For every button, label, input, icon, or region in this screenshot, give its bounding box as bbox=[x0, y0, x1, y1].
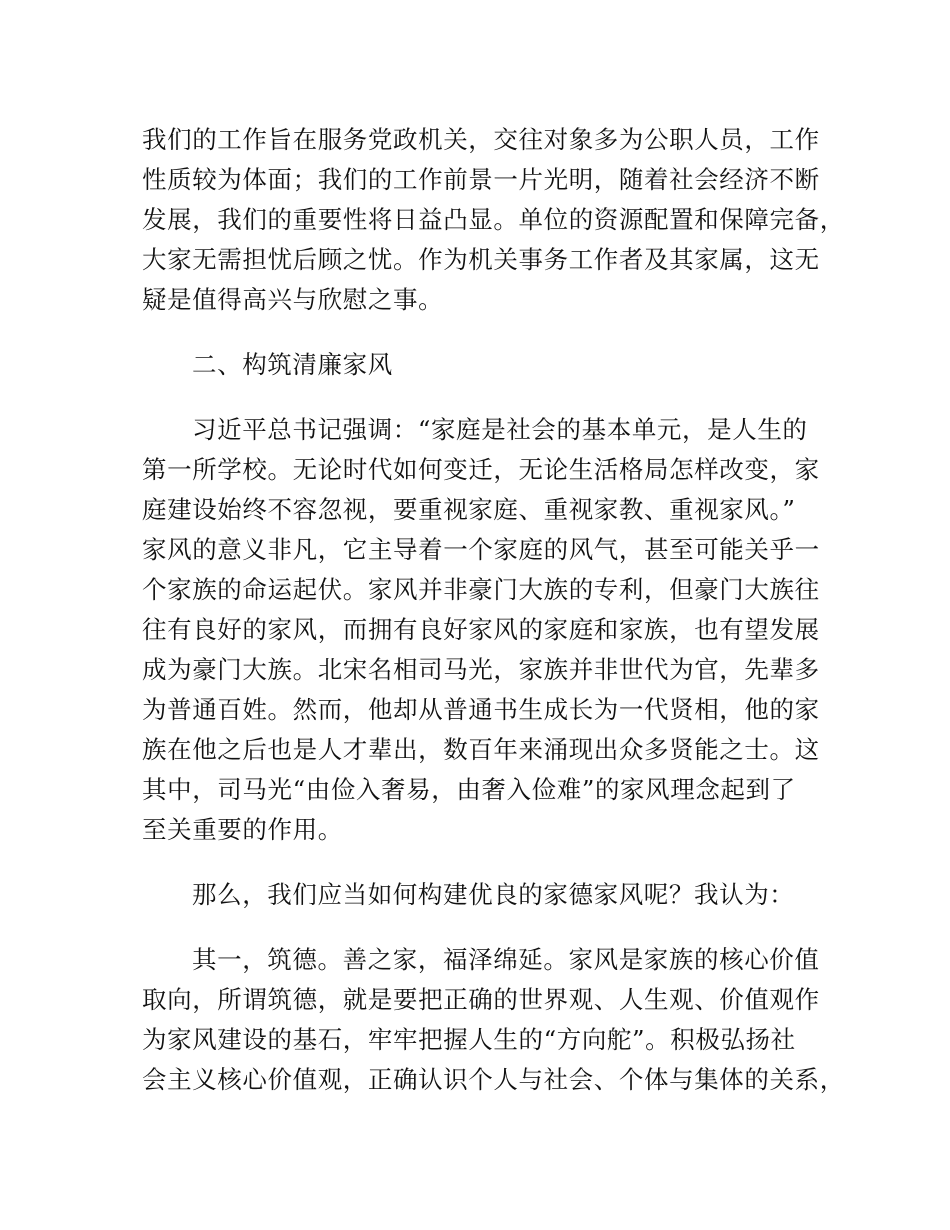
paragraph-line: 性质较为体面；我们的工作前景一片光明，随着社会经济不断 bbox=[142, 165, 820, 194]
paragraph-line: 疑是值得高兴与欣慰之事。 bbox=[142, 285, 444, 314]
paragraph-line: 发展，我们的重要性将日益凸显。单位的资源配置和保障完备， bbox=[142, 205, 845, 234]
paragraph-line: 习近平总书记强调：“家庭是社会的基本单元，是人生的 bbox=[192, 415, 808, 444]
paragraph-line: 取向，所谓筑德，就是要把正确的世界观、人生观、价值观作 bbox=[142, 985, 820, 1014]
paragraph-line: 个家族的命运起伏。家风并非豪门大族的专利，但豪门大族往 bbox=[142, 575, 820, 604]
paragraph-line: 成为豪门大族。北宋名相司马光，家族并非世代为官，先辈多 bbox=[142, 655, 820, 684]
paragraph-line: 其一，筑德。善之家，福泽绵延。家风是家族的核心价值 bbox=[192, 945, 820, 974]
paragraph-line: 家风的意义非凡，它主导着一个家庭的风气，甚至可能关乎一 bbox=[142, 535, 820, 564]
paragraph-line: 会主义核心价值观，正确认识个人与社会、个体与集体的关系， bbox=[142, 1065, 845, 1094]
paragraph-line: 至关重要的作用。 bbox=[142, 815, 343, 844]
paragraph-line: 为普通百姓。然而，他却从普通书生成长为一代贤相，他的家 bbox=[142, 695, 820, 724]
paragraph-line: 庭建设始终不容忽视，要重视家庭、重视家教、重视家风。” bbox=[142, 495, 796, 524]
paragraph-line: 族在他之后也是人才辈出，数百年来涌现出众多贤能之士。这 bbox=[142, 735, 820, 764]
paragraph-line: 为家风建设的基石，牢牢把握人生的“方向舵”。积极弘扬社 bbox=[142, 1025, 796, 1054]
section-heading: 二、构筑清廉家风 bbox=[192, 350, 393, 379]
paragraph-line: 其中，司马光“由俭入奢易，由奢入俭难”的家风理念起到了 bbox=[142, 775, 796, 804]
paragraph-line: 那么，我们应当如何构建优良的家德家风呢？我认为： bbox=[192, 880, 795, 909]
paragraph-line: 往有良好的家风，而拥有良好家风的家庭和家族，也有望发展 bbox=[142, 615, 820, 644]
paragraph-line: 大家无需担忧后顾之忧。作为机关事务工作者及其家属，这无 bbox=[142, 245, 820, 274]
paragraph-line: 第一所学校。无论时代如何变迁，无论生活格局怎样改变，家 bbox=[142, 455, 820, 484]
paragraph-line: 我们的工作旨在服务党政机关，交往对象多为公职人员，工作 bbox=[142, 125, 820, 154]
